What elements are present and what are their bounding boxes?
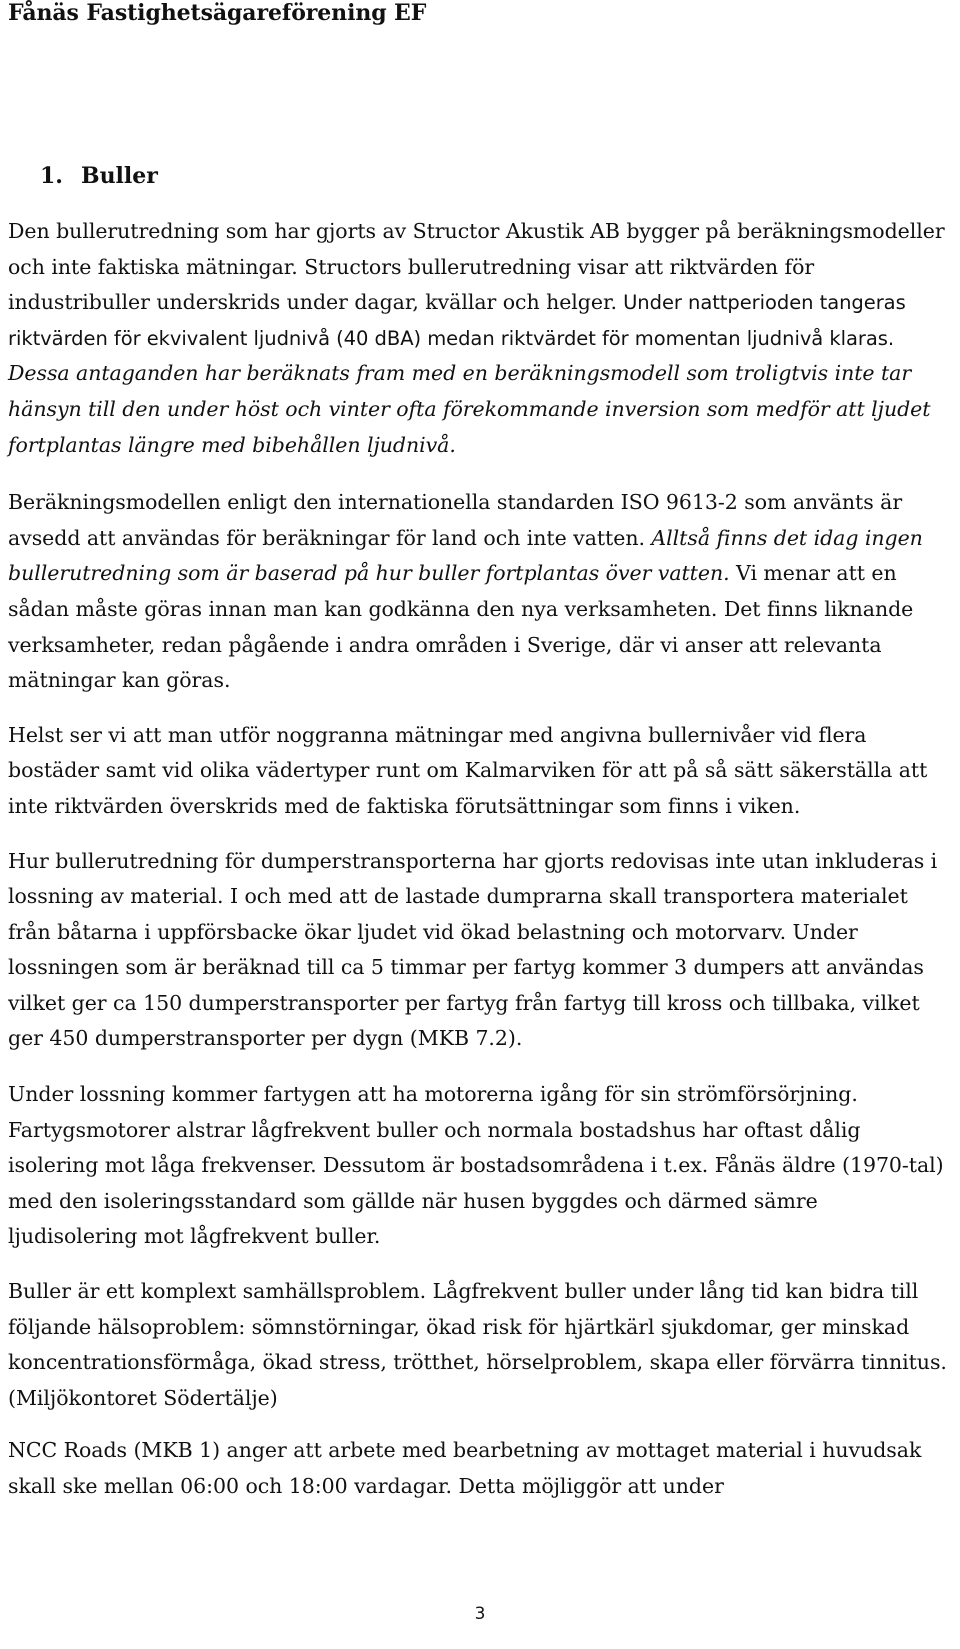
paragraph-2-sentence-1: Beräkningsmodellen enligt den internationella standarden ISO 9613-2 som använts är avsedd att användas för beräkningar för land och inte vatten. xyxy=(8,490,903,550)
paragraph-7: NCC Roads (MKB 1) anger att arbete med bearbetning av mottaget material i huvudsak skall ske mellan 06:00 och 18:00 vardagar. Detta möjliggör att under xyxy=(8,1438,922,1498)
document-page xyxy=(8,0,948,1505)
paragraph-3: Helst ser vi att man utför noggranna mätningar med angivna bullernivåer vid flera bostäder samt vid olika vädertyper runt om Kalmarviken för att på så sätt säkerställa att inte riktvärden överskrids med de faktiska förutsättningar som finns i viken. xyxy=(8,722,928,818)
paragraph-6: Buller är ett komplext samhällsproblem. Lågfrekvent buller under lång tid kan bidra till följande hälsoproblem: sömnstörningar, ökad risk för hjärtkärl sjukdomar, ger minskad koncentrationsförmåga, ökad stress, trötthet, hörselproblem, skapa eller förvärra tinnitus. (Miljökontoret Södertälje) xyxy=(8,1279,947,1410)
paragraph-1-sentence-2: Under nattperioden tangeras riktvärden för ekvivalent ljudnivå (40 dBA) medan riktvärdet för momentan ljudnivå klaras. xyxy=(8,291,906,350)
section-number: 1. xyxy=(40,163,63,189)
paragraph-5: Under lossning kommer fartygen att ha motorerna igång för sin strömförsörjning. Fartygsmotorer alstrar lågfrekvent buller och normala bostadshus har oftast dålig isolering mot låga frekvenser. Dessutom är bostadsområdena i t.ex. Fånäs äldre (1970-tal) med den isoleringsstandard som gällde när husen byggdes och därmed sämre ljudisolering mot lågfrekvent buller. xyxy=(8,1082,944,1249)
paragraph-2-sentence-3: Vi menar att en sådan måste göras innan man kan godkänna den nya verksamheten. Det finns liknande verksamheter, redan pågående i andra områden i Sverige, där vi anser att relevanta mätningar kan göras. xyxy=(8,561,914,693)
paragraph-1-sentence-3: Dessa antaganden har beräknats fram med en beräkningsmodell som troligtvis inte tar hänsyn till den under höst och vinter ofta förekommande inversion som medför att ljudet fortplantas längre med bibehållen ljudnivå. xyxy=(8,361,931,457)
paragraph-4: Hur bullerutredning för dumperstransporterna har gjorts redovisas inte utan inkluderas i lossning av material. I och med att de lastade dumprarna skall transportera materialet från båtarna i uppförsbacke ökar ljudet vid ökad belastning och motorvarv. Under lossningen som är beräknad till ca 5 timmar per fartyg kommer 3 dumpers att användas vilket ger ca 150 dumperstransporter per fartyg från fartyg till kross och tillbaka, vilket ger 450 dumperstransporter per dygn (MKB 7.2). xyxy=(8,848,938,1051)
section-heading xyxy=(8,162,948,190)
document-header: Fånäs Fastighetsägareförening EF xyxy=(8,0,427,26)
section-title: Buller xyxy=(80,163,158,189)
paragraph-1-sentence-1: Den bullerutredning som har gjorts av Structor Akustik AB bygger på beräkningsmodeller och inte faktiska mätningar. Structors bullerutredning visar att riktvärden för industribuller underskrids under dagar, kvällar och helger. xyxy=(8,219,945,315)
page-number: 3 xyxy=(474,1604,486,1624)
paragraph-1 xyxy=(8,214,948,463)
paragraph-2-sentence-2: Alltså finns det idag ingen bullerutredning som är baserad på hur buller fortplantas över vatten. xyxy=(8,525,923,586)
paragraph-2 xyxy=(8,485,948,699)
